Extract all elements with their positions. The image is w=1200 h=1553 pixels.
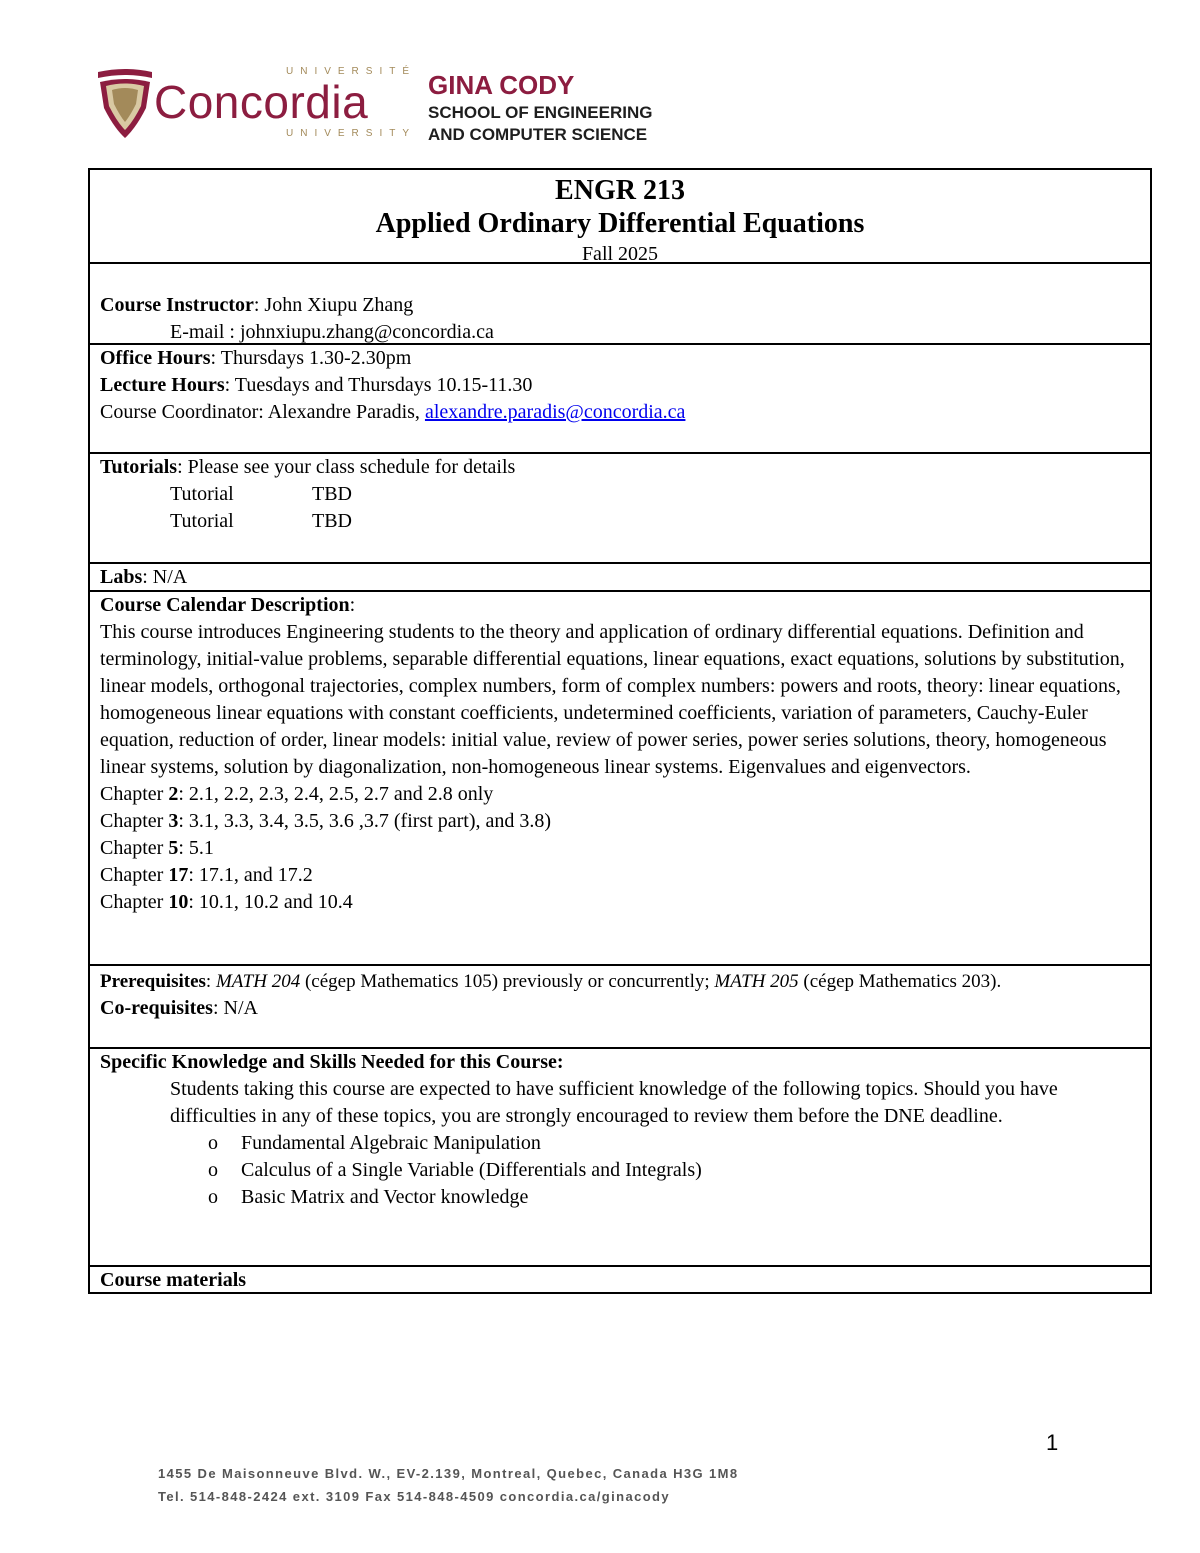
list-item: o Basic Matrix and Vector knowledge xyxy=(208,1184,1140,1211)
course-code: ENGR 213 xyxy=(555,175,685,206)
labs-value: : N/A xyxy=(142,566,188,588)
lecture-hours-value: : Tuesdays and Thursdays 10.15-11.30 xyxy=(224,374,533,396)
course-outline-table xyxy=(88,168,1152,1294)
footer-contact: Tel. 514-848-2424 ext. 3109 Fax 514-848-4509 concordia.ca/ginacody xyxy=(158,1489,671,1504)
page-number: 1 xyxy=(1046,1430,1059,1455)
skills-label: Specific Knowledge and Skills Needed for this Course: xyxy=(100,1051,564,1073)
labs-label: Labs xyxy=(100,566,143,588)
tutorials-value: : Please see your class schedule for details xyxy=(177,456,516,478)
instructor-email: E-mail : johnxiupu.zhang@concordia.ca xyxy=(170,321,494,343)
instructor-section xyxy=(90,262,1150,343)
instructor-label: Course Instructor xyxy=(100,294,254,316)
tutorials-section xyxy=(90,452,1150,562)
calendar-section: Course Calendar Description: This course introduces Engineering students to the theory and application of ordinary differential equations. Definition and terminology, initial-value problems, separable differential equations, linear equations, exact equations, solutions by substitution, linear models, orthogonal trajectories, complex numbers, form of complex numbers: powers and roots, theory: linear equations, homogeneous linear equations with constant coefficients, undetermined coefficients, variation of parameters, Cauchy-Euler equation, reduction of order, linear models: initial value, review of power series, power series solutions, theory, homogeneous linear systems, solution by diagonalization, non-homogeneous linear systems. Eigenvalues and eigenvectors. Chapter 2: 2.1, 2.2, 2.3, 2.4, 2.5, 2.7 and 2.8 only Chapter 3: 3.1, 3.3, 3.4, 3.5, 3.6 ,3.7 (first part), and 3.8) Chapter 5: 5.1 Chapter 17: 17.1, and 17.2 Chapter 10: 10.1, 10.2 and 10.4 xyxy=(90,590,1150,964)
calendar-description: This course introduces Engineering students to the theory and application of ordinary differential equations. Definition and terminology, initial-value problems, separable differential equations, linear equations, exact equations, solutions by substitution, linear models, orthogonal trajectories, complex numbers, form of complex numbers: powers and roots, theory: linear equations, homogeneous linear equations with constant coefficients, undetermined coefficients, variation of parameters, Cauchy-Euler equation, reduction of order, linear models: initial value, review of power series, power series solutions, theory, homogeneous linear systems, solution by diagonalization, non-homogeneous linear systems. Eigenvalues and eigenvectors. xyxy=(100,621,1125,778)
materials-label: Course materials xyxy=(100,1269,247,1291)
course-term: Fall 2025 xyxy=(581,243,659,265)
letterhead xyxy=(96,66,696,148)
chapter-item: Chapter 10: 10.1, 10.2 and 10.4 xyxy=(100,891,353,913)
chapter-item: Chapter 3: 3.1, 3.3, 3.4, 3.5, 3.6 ,3.7 (first part), and 3.8) xyxy=(100,810,552,832)
course-name: Applied Ordinary Differential Equations xyxy=(375,208,865,239)
coreq-value: : N/A xyxy=(212,997,258,1019)
coordinator-email-link[interactable]: alexandre.paradis@concordia.ca xyxy=(424,401,686,423)
chapter-item: Chapter 2: 2.1, 2.2, 2.3, 2.4, 2.5, 2.7 and 2.8 only xyxy=(100,783,494,805)
chapter-item: Chapter 5: 5.1 xyxy=(100,837,214,859)
list-item: o Fundamental Algebraic Manipulation xyxy=(208,1130,1140,1157)
school-name: GINA CODY xyxy=(428,70,575,100)
chapter-item: Chapter 17: 17.1, and 17.2 xyxy=(100,864,313,886)
prereq-label: Prerequisites xyxy=(100,971,206,992)
office-hours-value: : Thursdays 1.30-2.30pm xyxy=(210,347,412,369)
prereq-course-1: MATH 204 xyxy=(215,971,301,992)
coreq-label: Co-requisites xyxy=(100,997,213,1019)
skills-list xyxy=(100,1130,1140,1211)
prereq-course-2: MATH 205 xyxy=(714,971,799,992)
skills-section xyxy=(90,1047,1150,1265)
office-hours-label: Office Hours xyxy=(100,347,211,369)
tutorial-row: Tutorial TBD xyxy=(170,510,352,532)
list-item: o Calculus of a Single Variable (Differentials and Integrals) xyxy=(208,1157,1140,1184)
school-subtitle-2: AND COMPUTER SCIENCE xyxy=(428,125,648,144)
tutorials-label: Tutorials xyxy=(100,456,178,478)
materials-section xyxy=(90,1265,1150,1292)
labs-section xyxy=(90,562,1150,590)
coordinator-text: Course Coordinator: Alexandre Paradis, xyxy=(100,401,425,423)
skills-intro: Students taking this course are expected to have sufficient knowledge of the following topics. Should you have difficulties in any of these topics, you are strongly encouraged to review them before the DNE deadline. xyxy=(170,1078,1058,1127)
footer-address: 1455 De Maisonneuve Blvd. W., EV-2.139, Montreal, Quebec, Canada H3G 1M8 xyxy=(158,1466,739,1481)
school-subtitle-1: SCHOOL OF ENGINEERING xyxy=(428,103,653,122)
university-label-top: UNIVERSITÉ xyxy=(286,66,417,77)
lecture-hours-label: Lecture Hours xyxy=(100,374,225,396)
tutorial-row: Tutorial TBD xyxy=(170,483,352,505)
hours-section xyxy=(90,343,1150,452)
instructor-name: : John Xiupu Zhang xyxy=(253,294,414,316)
university-name: Concordia xyxy=(154,76,369,128)
title-section xyxy=(90,170,1150,265)
calendar-label: Course Calendar Description xyxy=(100,594,350,616)
university-label-bottom: UNIVERSITY xyxy=(286,128,417,139)
prerequisites-section: Prerequisites: MATH 204 (cégep Mathematics 105) previously or concurrently; MATH 205 (cégep Mathematics 203). Co-requisites: N/A xyxy=(90,964,1150,1047)
concordia-shield-logo xyxy=(96,68,154,140)
